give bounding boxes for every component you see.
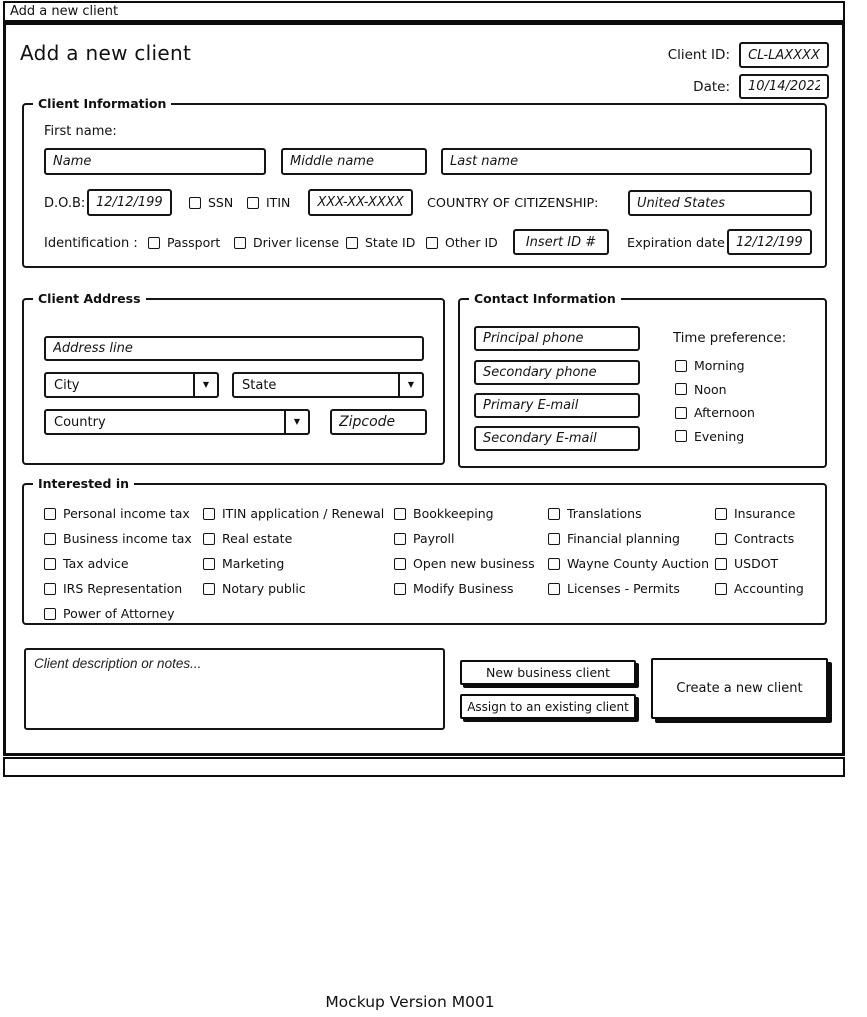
chevron-down-icon: ▼ — [293, 417, 301, 426]
interest-label: Notary public — [222, 581, 306, 596]
checkbox-icon — [234, 237, 246, 249]
checkbox-icon — [44, 558, 56, 570]
time-option-label: Morning — [694, 358, 745, 373]
interest-label: Translations — [567, 506, 642, 521]
id-type-label: Passport — [167, 235, 221, 250]
interest-marketing-checkbox[interactable] — [203, 556, 384, 571]
interest-notary-public-checkbox[interactable] — [203, 581, 384, 596]
id-type-other-id-checkbox[interactable] — [426, 235, 498, 250]
interest-insurance-checkbox[interactable] — [715, 506, 804, 521]
checkbox-icon — [675, 383, 687, 395]
checkbox-icon — [148, 237, 160, 249]
interest-label: Power of Attorney — [63, 606, 175, 621]
interest-financial-planning-checkbox[interactable] — [548, 531, 709, 546]
checkbox-icon — [44, 583, 56, 595]
first-name-input[interactable] — [44, 148, 266, 175]
window-bottom-bar — [3, 757, 845, 777]
checkbox-icon — [675, 430, 687, 442]
state-select-value: State — [242, 377, 277, 393]
assign-existing-client-button[interactable] — [460, 694, 636, 719]
chevron-down-icon: ▼ — [407, 380, 415, 389]
checkbox-icon — [548, 508, 560, 520]
ssn-itin-input[interactable] — [308, 189, 413, 216]
checkbox-icon — [394, 533, 406, 545]
checkbox-icon — [394, 558, 406, 570]
interest-contracts-checkbox[interactable] — [715, 531, 804, 546]
checkbox-icon — [548, 583, 560, 595]
interest-label: Bookkeeping — [413, 506, 494, 521]
interest-wayne-county-auction-checkbox[interactable] — [548, 556, 709, 571]
checkbox-icon — [675, 407, 687, 419]
checkbox-icon — [346, 237, 358, 249]
client-address-legend: Client Address — [33, 291, 146, 306]
id-type-label: State ID — [365, 235, 416, 250]
checkbox-icon — [715, 533, 727, 545]
dob-input[interactable] — [87, 189, 172, 216]
client-id-field[interactable] — [739, 42, 829, 68]
time-preference-label: Time preference: — [673, 331, 787, 346]
interest-open-new-business-checkbox[interactable] — [394, 556, 535, 571]
state-select[interactable] — [232, 372, 424, 398]
checkbox-icon — [715, 508, 727, 520]
interest-label: USDOT — [734, 556, 779, 571]
interest-licenses-permits-checkbox[interactable] — [548, 581, 709, 596]
client-information-legend: Client Information — [33, 96, 171, 111]
identification-label: Identification : — [44, 236, 138, 251]
id-type-label: Driver license — [253, 235, 340, 250]
interest-payroll-checkbox[interactable] — [394, 531, 535, 546]
time-option-label: Afternoon — [694, 405, 755, 420]
interest-power-of-attorney-checkbox[interactable] — [44, 606, 192, 621]
citizenship-input[interactable] — [628, 190, 812, 216]
dob-label: D.O.B: — [44, 196, 86, 211]
interest-usdot-checkbox[interactable] — [715, 556, 804, 571]
date-field[interactable] — [739, 74, 829, 99]
notes-textarea[interactable] — [24, 648, 445, 730]
time-option-label: Evening — [694, 428, 745, 444]
time-option-morning-checkbox[interactable] — [675, 358, 755, 373]
checkbox-icon — [203, 508, 215, 520]
secondary-email-input[interactable] — [474, 426, 640, 451]
interest-label: Financial planning — [567, 531, 680, 546]
window-title-bar[interactable] — [3, 1, 845, 22]
button-label: Assign to an existing client — [467, 699, 629, 714]
client-id-label: Client ID: — [667, 47, 730, 63]
interest-label: Accounting — [734, 581, 804, 596]
id-type-driver-license-checkbox[interactable] — [234, 235, 339, 250]
interest-label: Personal income tax — [63, 506, 190, 521]
interest-business-income-tax-checkbox[interactable] — [44, 531, 192, 546]
primary-email-input[interactable] — [474, 393, 640, 418]
dropdown-arrow-button[interactable] — [284, 411, 308, 433]
secondary-phone-input[interactable] — [474, 360, 640, 385]
interest-tax-advice-checkbox[interactable] — [44, 556, 192, 571]
country-select[interactable] — [44, 409, 310, 435]
checkbox-icon — [394, 583, 406, 595]
dropdown-arrow-button[interactable] — [193, 374, 217, 396]
interest-label: Open new business — [413, 556, 535, 571]
interest-itin-application-checkbox[interactable] — [203, 506, 384, 521]
interest-label: Licenses - Permits — [567, 581, 680, 596]
checkbox-icon — [203, 533, 215, 545]
last-name-input[interactable] — [441, 148, 812, 175]
date-label: Date: — [693, 79, 730, 95]
time-option-afternoon-checkbox[interactable] — [675, 405, 755, 420]
middle-name-input[interactable] — [281, 148, 427, 175]
expiration-date-input[interactable] — [727, 229, 812, 255]
interest-real-estate-checkbox[interactable] — [203, 531, 384, 546]
interest-personal-income-tax-checkbox[interactable] — [44, 506, 192, 521]
interest-label: Contracts — [734, 531, 795, 546]
expiration-date-label: Expiration date — [627, 236, 725, 251]
interest-label: Real estate — [222, 531, 293, 546]
itin-checkbox-label: ITIN — [266, 195, 291, 210]
time-option-evening-checkbox[interactable] — [675, 429, 755, 444]
checkbox-icon — [189, 197, 201, 209]
interest-modify-business-checkbox[interactable] — [394, 581, 535, 596]
principal-phone-input[interactable] — [474, 326, 640, 351]
interest-label: IRS Representation — [63, 581, 183, 596]
checkbox-icon — [44, 608, 56, 620]
page-title: Add a new client — [20, 41, 192, 65]
address-line-input[interactable] — [44, 336, 424, 361]
checkbox-icon — [675, 360, 687, 372]
checkbox-icon — [715, 558, 727, 570]
interest-label: Modify Business — [413, 581, 514, 596]
button-label: New business client — [485, 665, 611, 680]
interest-translations-checkbox[interactable] — [548, 506, 709, 521]
ssn-checkbox[interactable] — [189, 195, 233, 210]
interested-in-legend: Interested in — [33, 476, 134, 491]
interest-label: Tax advice — [63, 556, 129, 571]
id-type-passport-checkbox[interactable] — [148, 235, 220, 250]
interest-accounting-checkbox[interactable] — [715, 581, 804, 596]
id-type-state-id-checkbox[interactable] — [346, 235, 415, 250]
country-select-value: Country — [54, 414, 106, 430]
new-business-client-button[interactable] — [460, 660, 636, 685]
checkbox-icon — [426, 237, 438, 249]
interest-label: Payroll — [413, 531, 455, 546]
time-option-noon-checkbox[interactable] — [675, 382, 755, 397]
checkbox-icon — [394, 508, 406, 520]
button-label: Create a new client — [676, 681, 803, 696]
first-name-label: First name: — [44, 124, 117, 139]
interest-label: Wayne County Auction — [567, 556, 709, 571]
dropdown-arrow-button[interactable] — [398, 374, 422, 396]
city-select-value: City — [54, 377, 80, 393]
checkbox-icon — [44, 533, 56, 545]
create-client-button[interactable] — [651, 658, 828, 719]
interest-label: Marketing — [222, 556, 285, 571]
checkbox-icon — [203, 558, 215, 570]
interest-label: Business income tax — [63, 531, 192, 546]
interest-irs-representation-checkbox[interactable] — [44, 581, 192, 596]
checkbox-icon — [203, 583, 215, 595]
interest-label: ITIN application / Renewal — [222, 506, 385, 521]
checkbox-icon — [247, 197, 259, 209]
interest-bookkeeping-checkbox[interactable] — [394, 506, 535, 521]
city-select[interactable] — [44, 372, 219, 398]
id-type-label: Other ID — [445, 235, 498, 250]
itin-checkbox[interactable] — [247, 195, 290, 210]
checkbox-icon — [548, 558, 560, 570]
checkbox-icon — [715, 583, 727, 595]
window-title: Add a new client — [10, 4, 119, 19]
citizenship-label: COUNTRY OF CITIZENSHIP: — [427, 196, 599, 211]
contact-information-legend: Contact Information — [469, 291, 621, 306]
checkbox-icon — [44, 508, 56, 520]
time-option-label: Noon — [694, 381, 727, 397]
footer-version: Mockup Version M001 — [325, 993, 495, 1011]
interest-label: Insurance — [734, 506, 796, 521]
zipcode-input[interactable] — [330, 409, 427, 435]
ssn-checkbox-label: SSN — [208, 195, 234, 210]
checkbox-icon — [548, 533, 560, 545]
chevron-down-icon: ▼ — [202, 380, 210, 389]
id-number-input[interactable] — [513, 229, 609, 255]
